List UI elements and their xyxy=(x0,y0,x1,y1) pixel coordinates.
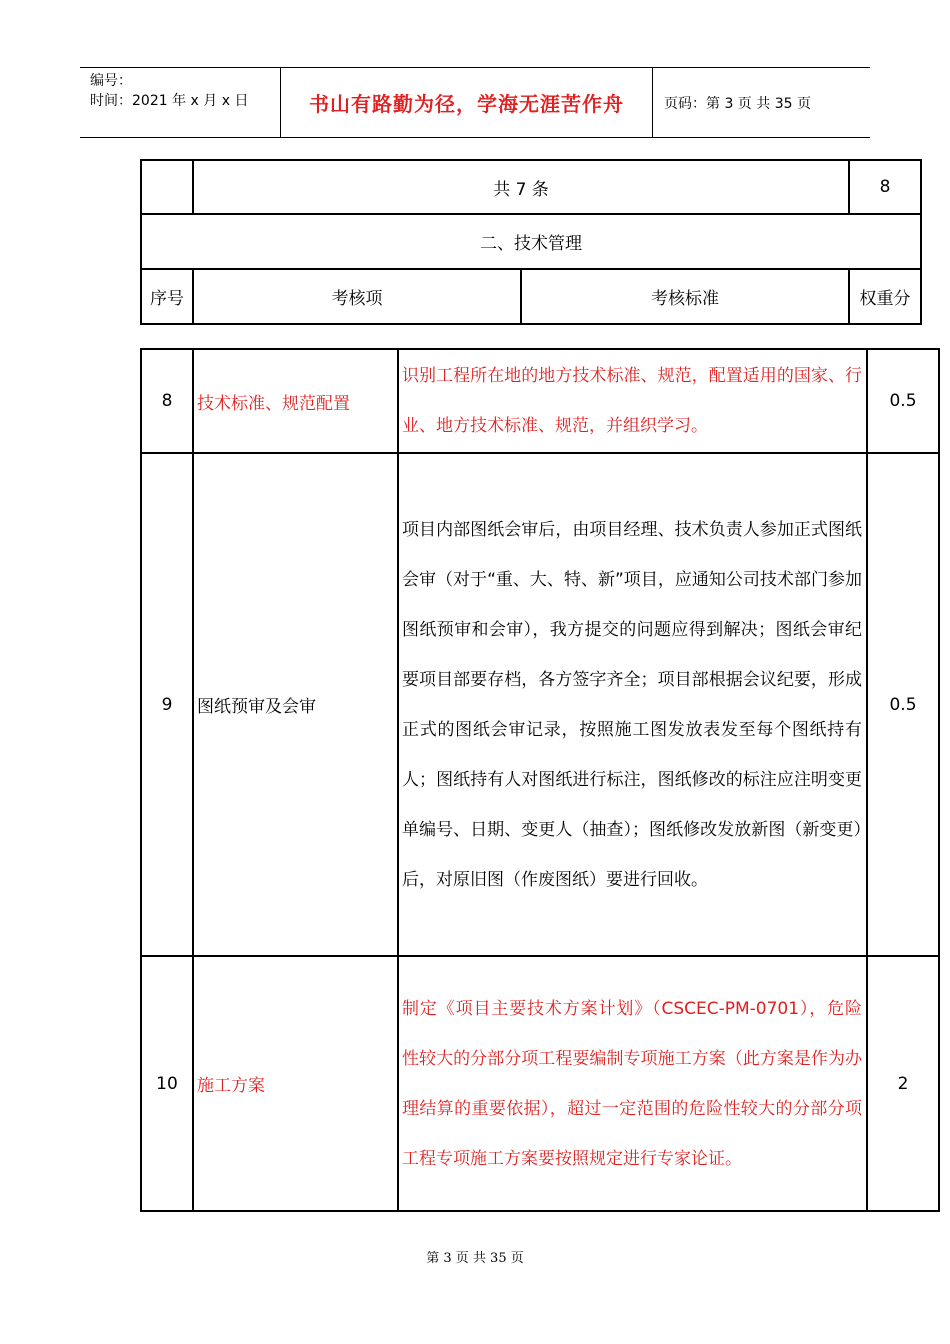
row-no: 9 xyxy=(141,453,193,956)
col-header-no: 序号 xyxy=(141,269,193,324)
row-item: 技术标准、规范配置 xyxy=(193,349,398,453)
summary-count: 共 7 条 xyxy=(193,160,849,214)
table-row xyxy=(141,956,939,1211)
col-header-standard: 考核标准 xyxy=(521,269,849,324)
section-title: 二、技术管理 xyxy=(141,214,921,269)
summary-blank-cell xyxy=(141,160,193,214)
row-standard: 制定《项目主要技术方案计划》（CSCEC-PM-0701），危险性较大的分部分项工程要编制专项施工方案（此方案是作为办理结算的重要依据），超过一定范围的危险性较大的分部分项工程专项施工方案要按照规定进行专家论证。 xyxy=(398,956,867,1211)
section-row xyxy=(141,214,921,269)
row-no: 8 xyxy=(141,349,193,453)
table-row xyxy=(141,349,939,453)
row-item: 图纸预审及会审 xyxy=(193,453,398,956)
page-footer: 第 3 页 共 35 页 xyxy=(426,1251,524,1266)
col-header-weight: 权重分 xyxy=(849,269,921,324)
col-header-item: 考核项 xyxy=(193,269,521,324)
page-header xyxy=(80,67,870,138)
row-standard: 识别工程所在地的地方技术标准、规范，配置适用的国家、行业、地方技术标准、规范，并组织学习。 xyxy=(398,349,867,453)
column-header-row xyxy=(141,269,921,324)
row-no: 10 xyxy=(141,956,193,1211)
time-label: 时间：2021 年 x 月 x 日 xyxy=(90,93,249,109)
row-item: 施工方案 xyxy=(193,956,398,1211)
summary-row xyxy=(141,160,921,214)
criteria-table xyxy=(140,348,940,1212)
summary-weight: 8 xyxy=(849,160,921,214)
header-motto: 书山有路勤为径，学海无涯苦作舟 xyxy=(281,68,653,137)
row-standard: 项目内部图纸会审后，由项目经理、技术负责人参加正式图纸会审（对于“重、大、特、新”项目，应通知公司技术部门参加图纸预审和会审），我方提交的问题应得到解决；图纸会审纪要项目部要存档，各方签字齐全；项目部根据会议纪要，形成正式的图纸会审记录，按照施工图发放表发至每个图纸持有人；图纸持有人对图纸进行标注，图纸修改的标注应注明变更单编号、日期、变更人（抽查）；图纸修改发放新图（新变更）后，对原旧图（作废图纸）要进行回收。 xyxy=(398,453,867,956)
row-weight: 0.5 xyxy=(867,453,939,956)
number-label: 编号： xyxy=(90,73,132,89)
header-meta xyxy=(80,68,281,137)
row-weight: 0.5 xyxy=(867,349,939,453)
header-page-info: 页码：第 3 页 共 35 页 xyxy=(664,95,811,112)
table-row xyxy=(141,453,939,956)
summary-table xyxy=(140,159,922,325)
row-weight: 2 xyxy=(867,956,939,1211)
